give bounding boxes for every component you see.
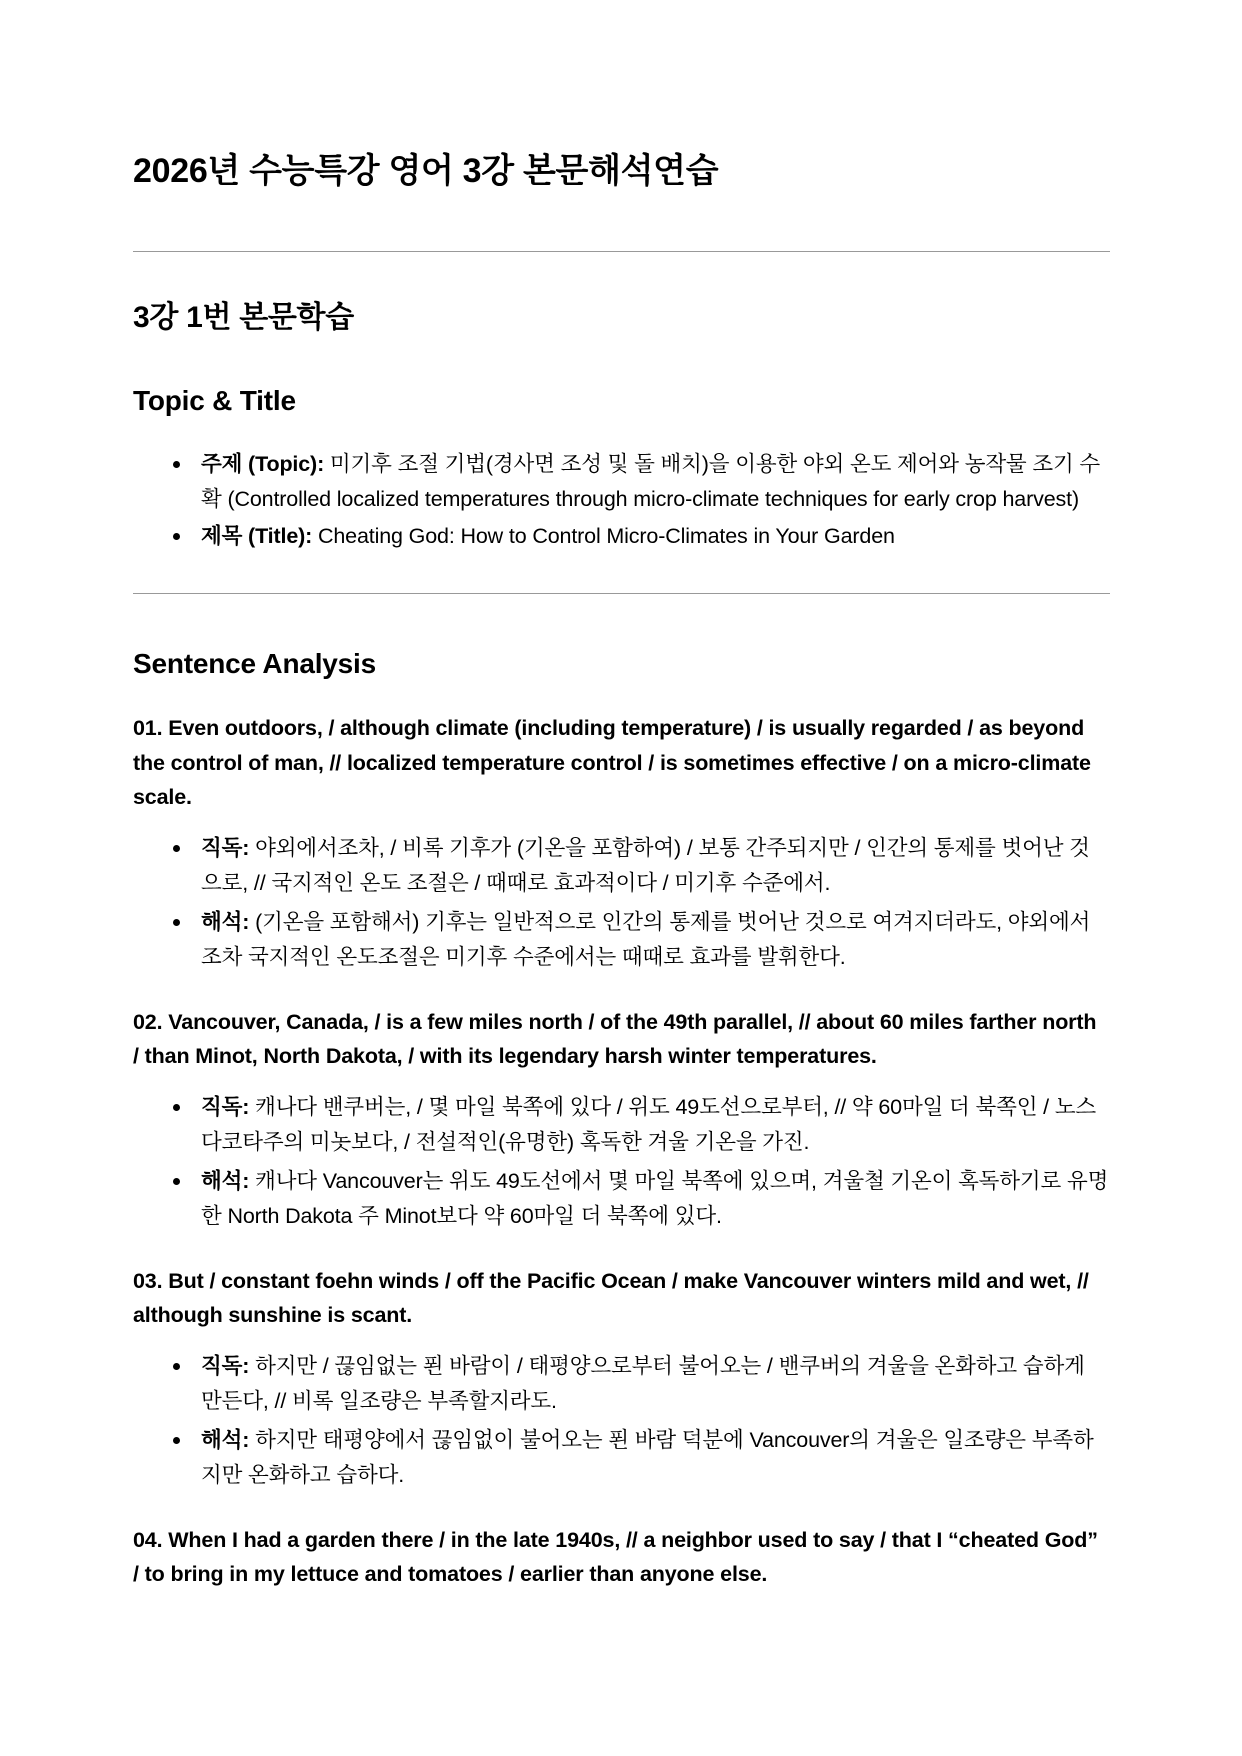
divider-middle	[133, 593, 1110, 594]
sentence-notes	[133, 1090, 1110, 1233]
list-item	[133, 905, 1110, 975]
sentence-block-02	[133, 1005, 1110, 1234]
heading-sentence-analysis: Sentence Analysis	[133, 648, 377, 680]
interpretation-text: (기온을 포함해서) 기후는 일반적으로 인간의 통제를 벗어난 것으로 여겨지더라도, 야외에서조차 국지적인 온도조절은 미기후 수준에서는 때때로 효과를 발휘한다.	[201, 909, 1091, 969]
sentence-notes	[133, 831, 1110, 974]
list-item	[133, 1423, 1110, 1493]
interpretation-label: 해석:	[201, 1427, 250, 1452]
topic-text: 미기후 조절 기법(경사면 조성 및 돌 배치)을 이용한 야외 온도 제어와 농작물 조기 수확 (Controlled localized temperatures through micro-climate techniques for early crop harvest)	[201, 451, 1101, 511]
sentence-notes	[133, 1349, 1110, 1492]
title-label: 제목 (Title):	[201, 523, 313, 548]
sentence-english: 01. Even outdoors, / although climate (including temperature) / is usually regarded / as beyond the control of man, // localized temperature control / is sometimes effective / on a micro-climate scale.	[133, 715, 1091, 810]
interpretation-label: 해석:	[201, 909, 250, 934]
list-item	[133, 1090, 1110, 1160]
list-item	[133, 831, 1110, 901]
topic-label: 주제 (Topic):	[201, 451, 325, 476]
interpretation-text: 캐나다 Vancouver는 위도 49도선에서 몇 마일 북쪽에 있으며, 겨울철 기온이 혹독하기로 유명한 North Dakota 주 Minot보다 약 60마일 더 북쪽에 있다.	[201, 1168, 1109, 1228]
sentence-english: 02. Vancouver, Canada, / is a few miles north / of the 49th parallel, // about 60 miles farther north / than Minot, North Dakota, / with its legendary harsh winter temperatures.	[133, 1009, 1097, 1069]
page-title: 2026년 수능특강 영어 3강 본문해석연습	[133, 152, 719, 190]
literal-text: 야외에서조차, / 비록 기후가 (기온을 포함하여) / 보통 간주되지만 / 인간의 통제를 벗어난 것으로, // 국지적인 온도 조절은 / 때때로 효과적이다 / 미기후 수준에서.	[201, 836, 1090, 896]
literal-label: 직독:	[201, 1095, 250, 1120]
list-item	[133, 1349, 1110, 1419]
list-item	[133, 1164, 1110, 1234]
sentence-english: 03. But / constant foehn winds / off the Pacific Ocean / make Vancouver winters mild and wet, // although sunshine is scant.	[133, 1268, 1089, 1328]
section-heading-lesson: 3강 1번 본문학습	[133, 300, 354, 334]
topic-title-list	[133, 447, 1110, 553]
divider-top	[133, 251, 1110, 252]
list-item	[133, 519, 1110, 554]
title-text: Cheating God: How to Control Micro-Climates in Your Garden	[312, 523, 895, 548]
interpretation-label: 해석:	[201, 1168, 250, 1193]
sentence-block-01	[133, 711, 1110, 975]
sentence-english: 04. When I had a garden there / in the late 1940s, // a neighbor used to say / that I “cheated God” / to bring in my lettuce and tomatoes / earlier than anyone else.	[133, 1527, 1098, 1587]
literal-text: 캐나다 밴쿠버는, / 몇 마일 북쪽에 있다 / 위도 49도선으로부터, // 약 60마일 더 북쪽인 / 노스다코타주의 미놋보다, / 전설적인(유명한) 혹독한 겨울 기온을 가진.	[201, 1095, 1097, 1155]
sentence-block-04	[133, 1523, 1110, 1593]
literal-text: 하지만 / 끊임없는 푄 바람이 / 태평양으로부터 불어오는 / 밴쿠버의 겨울을 온화하고 습하게 만든다, // 비록 일조량은 부족할지라도.	[201, 1354, 1085, 1414]
list-item	[133, 447, 1110, 517]
literal-label: 직독:	[201, 836, 250, 861]
heading-topic-title: Topic & Title	[133, 384, 296, 416]
literal-label: 직독:	[201, 1354, 250, 1379]
sentence-block-03	[133, 1264, 1110, 1493]
interpretation-text: 하지만 태평양에서 끊임없이 불어오는 푄 바람 덕분에 Vancouver의 겨울은 일조량은 부족하지만 온화하고 습하다.	[201, 1427, 1094, 1487]
